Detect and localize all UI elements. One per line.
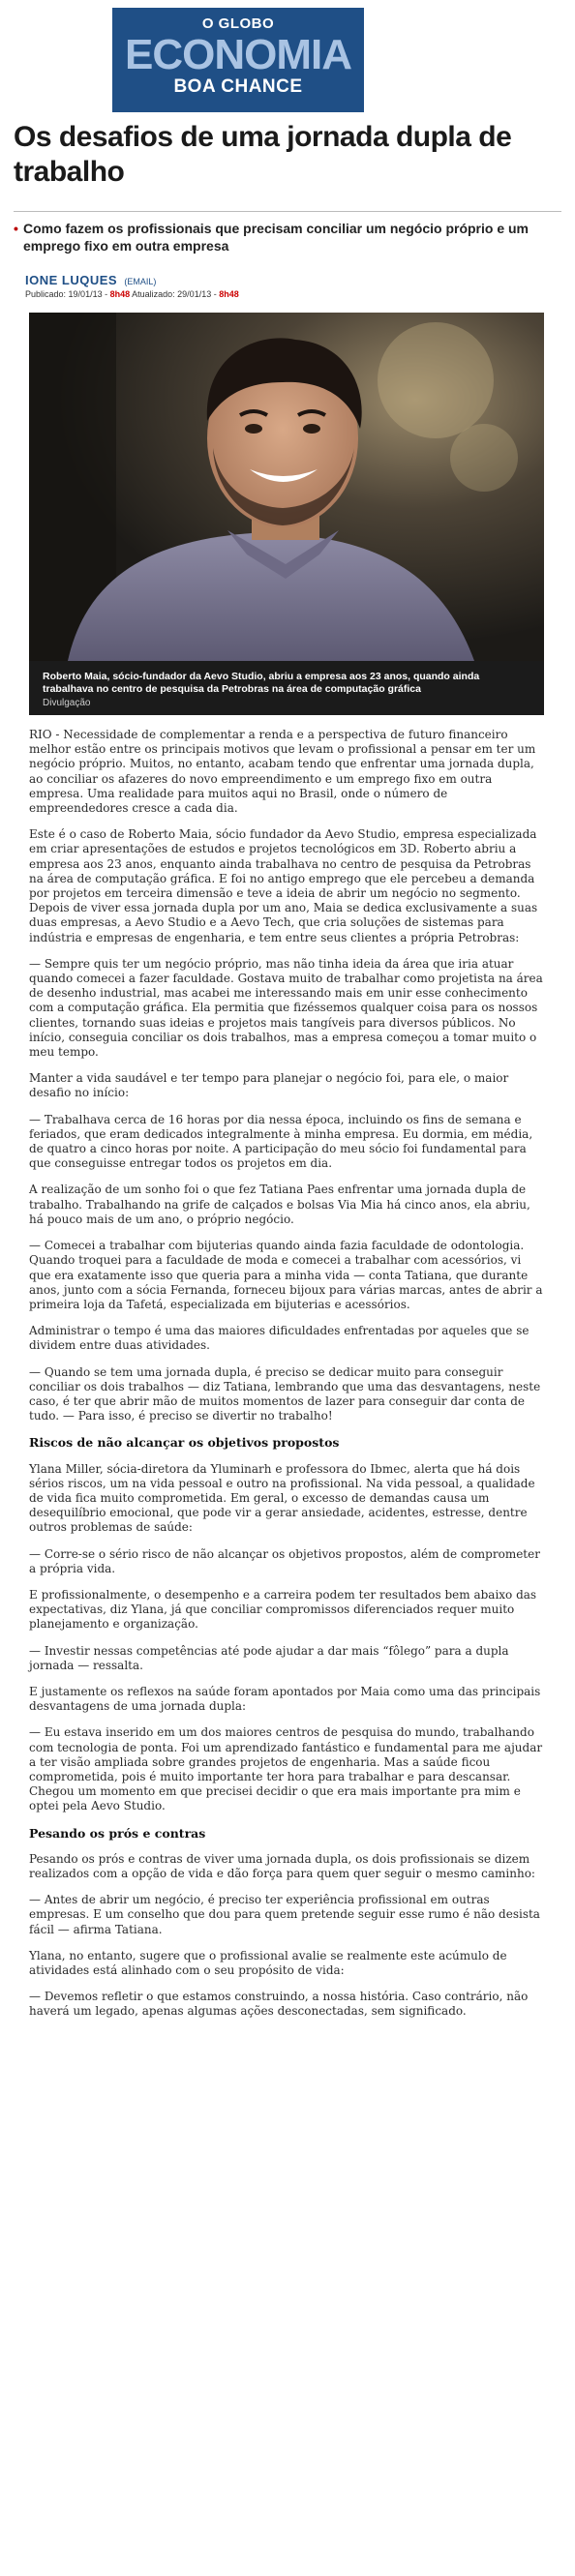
article-paragraph: — Trabalhava cerca de 16 horas por dia nessa época, incluindo os fins de semana e feriados, que eram dedicados integralmente à minha empresa. Eu dormia, em média, de quatro a cinco horas por noite. A participação do meu sócio foi fundamental para que conseguisse entregar todos os projetos em dia. [29,1112,533,1171]
article-paragraph: Este é o caso de Roberto Maia, sócio fundador da Aevo Studio, empresa especializada em criar apresentações de estudos e projetos tecnológicos em 3D. Roberto abriu a empresa aos 23 anos, enquanto ainda trabalhava no centro de pesquisa da Petrobras na área de computação gráfica. E foi no antigo emprego que ele percebeu a demanda por projetos em terceira dimensão e teve a ideia de abrir um negócio no segmento. Depois de viver essa jornada dupla por um ano, Maia se dedica exclusivamente a suas duas empresas, a Aevo Studio e a Aevo Tech, que cria soluções de sistemas para indústria e empresas de engenharia, e tem entre seus clientes a própria Petrobras: [29,827,538,944]
subtitle-block [14,211,561,255]
article-paragraph: A realização de um sonho foi o que fez Tatiana Paes enfrentar uma jornada dupla de trabalho. Trabalhando na grife de calçados e bolsas Via Mia há cinco anos, ela abriu, há pouco mais de um ano, o próprio negócio. [29,1183,530,1226]
article-paragraph: — Eu estava inserido em um dos maiores centros de pesquisa do mundo, trabalhando com tecnologia de ponta. Foi um aprendizado fantástico e fundamental para me ajudar a ter visão ampliada sobre grandes projetos de engenharia. Mas a saúde ficou comprometida, pois é muito importante ter hora para trabalhar e para descansar. Chegou um momento em que precisei decidir o que era mais importante pra mim e optei pela Aevo Studio. [29,1725,543,1813]
photo-credit: Divulgação [43,698,91,708]
masthead-publication: O GLOBO [201,15,275,32]
article-paragraph: Pesando os prós e contras de viver uma jornada dupla, os dois profissionais se dizem realizados com a opção de vida e dão força para quem quer seguir o mesmo caminho: [29,1851,535,1880]
published-label: Publicado: [25,289,67,299]
article-paragraph: RIO - Necessidade de complementar a renda e a perspectiva de futuro financeiro melhor estão entre os principais motivos que levam o profissional a pensar em ter um negócio próprio. Muitos, no entanto, acabam tendo que enfrentar uma jornada dupla, ao conciliar os afazeres do novo empreendimento e um emprego fixo em outra empresa. Uma realidade para muitos aqui no Brasil, onde o número de empreendedores cresce a cada dia. [29,728,536,816]
published-time: 8h48 [109,289,131,299]
article-subtitle [14,220,561,255]
article-paragraph: — Sempre quis ter um negócio próprio, mas não tinha ideia da área que iria atuar quando comecei a fazer faculdade. Gostava muito de trabalhar como projetista na área de desenho industrial, mas acabei me interessando mais em unir esse conhecimento com a computação gráfica. Ela permitia que fizéssemos qualquer coisa para os nossos clientes, tornando suas ideias e projetos mais tangíveis para diversos públicos. No início, conseguia conciliar os dois trabalhos, mas a empresa começou a tomar muito o meu tempo. [29,956,543,1060]
article-paragraph: E profissionalmente, o desempenho e a carreira podem ter resultados bem abaixo das expectativas, diz Ylana, já que conciliar compromissos diferenciados requer muito planejamento e organização. [29,1587,537,1632]
updated-label: Atualizado: [132,289,175,299]
author-name[interactable]: IONE LUQUES [25,273,118,287]
updated-date: 29/01/13 [177,289,212,299]
article-paragraph: — Quando se tem uma jornada dupla, é preciso se dedicar muito para conseguir conciliar os dois trabalhos — diz Tatiana, lembrando que uma das desvantagens, neste caso, é ter que abrir mão de muitos momentos de lazer para conseguir dar conta de tudo. — Para isso, é preciso se divertir no trabalho! [29,1364,541,1423]
article-photo [29,313,544,661]
published-date: 19/01/13 [68,289,103,299]
article-paragraph: — Antes de abrir um negócio, é preciso ter experiência profissional em outras empresas. E um conselho que dou para quem pretende seguir esse rumo é não desista fácil — afirma Tatiana. [29,1893,540,1936]
article-paragraph: — Corre-se o sério risco de não alcançar os objetivos propostos, além de comprometer a própria vida. [29,1546,540,1575]
updated-time: 8h48 [219,289,239,299]
section-heading-pros-cons: Pesando os prós e contras [29,1825,206,1841]
photo-caption: Roberto Maia, sócio-fundador da Aevo Studio, abriu a empresa aos 23 anos, quando ainda trabalhava no centro de pesquisa da Petrobras na área de computação gráfica [43,671,480,695]
byline [25,273,156,287]
section-heading-risks: Riscos de não alcançar os objetivos propostos [29,1435,340,1451]
article-paragraph: — Devemos refletir o que estamos construindo, a nossa história. Caso contrário, não haverá um legado, apenas algumas ações desconectadas, sem significado. [29,1990,529,2019]
publication-dates: Publicado: 19/01/13 - 8h48 Atualizado: 29/01/13 - 8h48 [25,289,239,299]
article-paragraph: — Investir nessas competências até pode ajudar a dar mais “fôlego” para a dupla jornada — ressalta. [29,1643,509,1672]
article-paragraph: Manter a vida saudável e ter tempo para planejar o negócio foi, para ele, o maior desafio no início: [29,1071,509,1100]
masthead-logo[interactable] [112,8,364,112]
article-paragraph: — Comecei a trabalhar com bijuterias quando ainda fazia faculdade de odontologia. Quando troquei para a faculdade de moda e comecei a trabalhar com acessórios, vi que era exatamente isso que queria para a minha vida — conta Tatiana, que durante anos, junto com a sócia Fernanda, forneceu bijoux para várias marcas, antes de abrir a primeira loja da Tafetá, especializada em bijuterias e acessórios. [29,1239,543,1311]
article-paragraph: E justamente os reflexos na saúde foram apontados por Maia como uma das principais desvantagens de uma jornada dupla: [29,1684,541,1714]
article-paragraph: Ylana Miller, sócia-diretora da Yluminarh e professora do Ibmec, alerta que há dois sérios riscos, um na vida pessoal e outro na profissional. Na vida pessoal, a qualidade de vida fica muito comprometida. Em geral, o excesso de demandas causa um desequilíbrio emocional, que pode vir a gerar ansiedade, acidentes, estresse, dentre outros problemas de saúde: [29,1461,535,1535]
photo-caption-box [29,661,544,715]
subtitle-text: Como fazem os profissionais que precisam conciliar um negócio próprio e um emprego fixo em outra empresa [23,221,529,254]
masthead-section: ECONOMIA [125,31,351,78]
masthead-subsection: BOA CHANCE [173,76,303,97]
subtitle-bullet: • [14,221,18,236]
article-paragraph: Ylana, no entanto, sugere que o profissional avalie se realmente este acúmulo de atividades está alinhado com o seu propósito de vida: [29,1948,507,1978]
article-body [29,728,546,2031]
author-email-link[interactable]: (EMAIL) [124,277,157,286]
article-title: Os desafios de uma jornada dupla de trabalho [14,121,512,188]
photo-illustration [29,313,544,661]
article-paragraph: Administrar o tempo é uma das maiores dificuldades enfrentadas por aqueles que se dividem entre duas atividades. [29,1324,530,1353]
